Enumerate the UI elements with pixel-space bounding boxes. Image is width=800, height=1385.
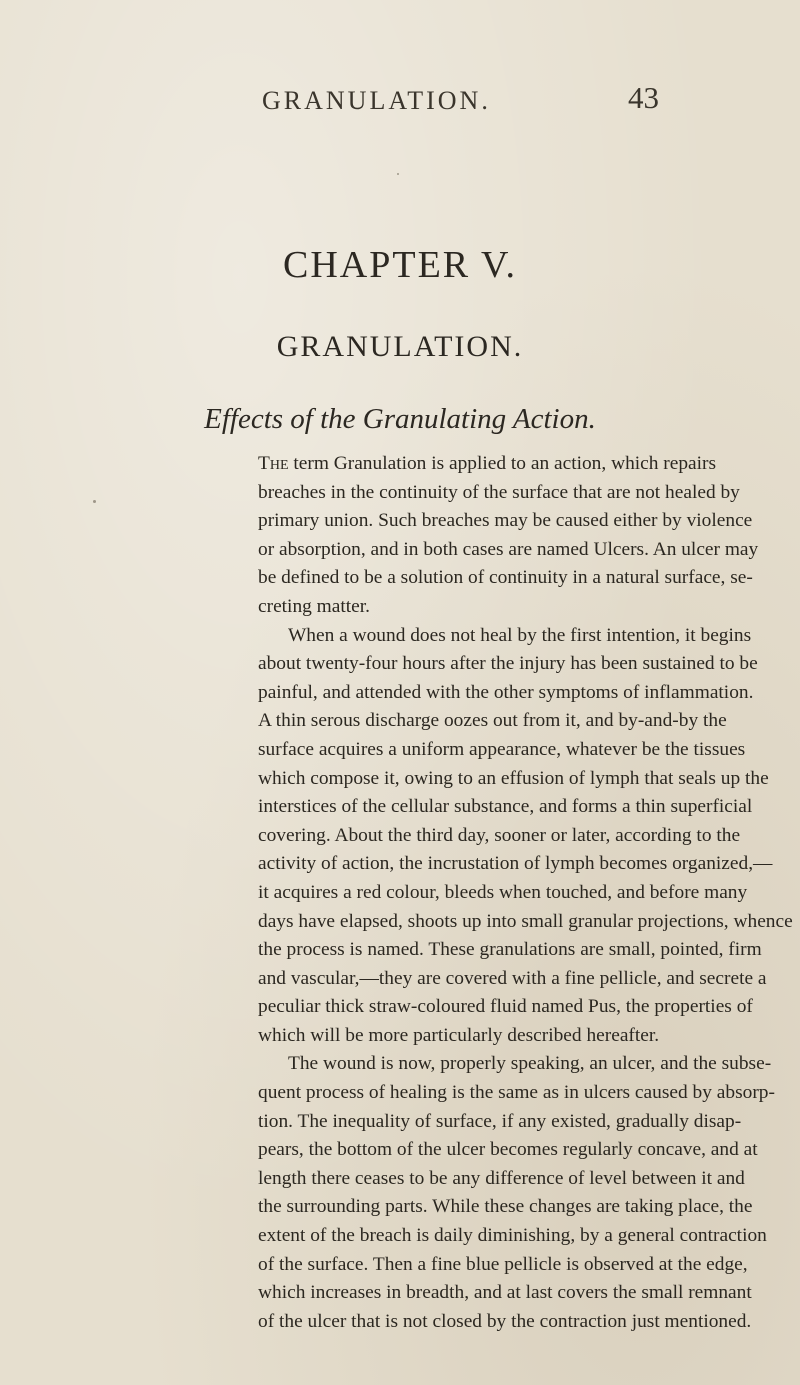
paper-speck (93, 500, 96, 503)
line-text: it acquires a red colour, bleeds when touched, and before many (258, 881, 748, 903)
text-line (258, 1193, 753, 1222)
line-text: creting matter. (258, 595, 370, 617)
text-line (258, 450, 717, 479)
line-text: primary union. Such breaches may be caused either by violence (258, 510, 753, 532)
line-text: painful, and attended with the other symptoms of inflammation. (258, 681, 754, 703)
text-line (258, 908, 793, 937)
line-text: peculiar thick straw-coloured fluid named Pus, the properties of (258, 996, 753, 1018)
line-text: breaches in the continuity of the surface that are not healed by (258, 481, 740, 503)
paragraph (258, 1050, 775, 1336)
line-text: be defined to be a solution of continuity in a natural surface, se- (258, 567, 753, 589)
text-line (258, 822, 741, 851)
running-head (0, 80, 800, 126)
text-line (258, 1022, 710, 1051)
text-line (258, 965, 767, 994)
line-text: covering. About the third day, sooner or later, according to the (258, 824, 741, 846)
text-line (258, 936, 762, 965)
text-line (258, 1251, 748, 1280)
chapter-heading: CHAPTER V. (283, 244, 517, 286)
text-line (258, 1279, 752, 1308)
line-text: tion. The inequality of surface, if any existed, gradually disap- (258, 1110, 742, 1132)
line-text: When a wound does not heal by the first intention, it begins (288, 624, 752, 646)
line-text: or absorption, and in both cases are named Ulcers. An ulcer may (258, 538, 759, 560)
text-line (258, 622, 752, 651)
paragraph (258, 450, 759, 622)
line-text: quent process of healing is the same as in ulcers caused by absorp- (258, 1082, 775, 1104)
text-line (258, 1222, 767, 1251)
line-text: about twenty-four hours after the injury has been sustained to be (258, 653, 758, 675)
line-text: the process is named. These granulations are small, pointed, firm (258, 939, 762, 961)
text-line (258, 850, 773, 879)
section-title: Effects of the Granulating Action. (204, 403, 596, 435)
line-text: term Granulation is applied to an action, which repairs (288, 453, 717, 474)
text-line (258, 879, 748, 908)
line-text: which will be more particularly described hereafter. (258, 1024, 660, 1046)
paragraph (258, 622, 793, 1051)
line-text: days have elapsed, shoots up into small granular projections, whence (258, 910, 793, 932)
page-number: 43 (628, 80, 659, 115)
text-line (258, 679, 754, 708)
line-text: activity of action, the incrustation of lymph becomes organized,— (258, 853, 773, 875)
text-line (258, 1308, 752, 1337)
text-line (258, 536, 759, 565)
running-title: GRANULATION. (262, 86, 491, 115)
text-line (258, 1136, 758, 1165)
line-text: and vascular,—they are covered with a fine pellicle, and secrete a (258, 967, 767, 989)
line-text: the surrounding parts. While these changes are taking place, the (258, 1196, 753, 1218)
text-line (258, 1108, 742, 1137)
text-line (258, 1050, 772, 1079)
text-line (258, 1079, 775, 1108)
line-text: interstices of the cellular substance, and forms a thin superficial (258, 796, 753, 818)
lead-word: The (258, 453, 289, 474)
text-line (258, 593, 710, 622)
text-line (258, 1165, 745, 1194)
chapter-title: GRANULATION. (276, 330, 524, 363)
line-text: length there ceases to be any difference of level between it and (258, 1167, 745, 1189)
text-line (258, 765, 769, 794)
text-line (258, 736, 746, 765)
line-text: which increases in breadth, and at last covers the small remnant (258, 1282, 752, 1304)
line-text: surface acquires a uniform appearance, whatever be the tissues (258, 738, 746, 760)
text-line (258, 650, 758, 679)
line-text: pears, the bottom of the ulcer becomes regularly concave, and at (258, 1139, 758, 1161)
line-text: The wound is now, properly speaking, an ulcer, and the subse- (288, 1053, 772, 1075)
line-text: of the surface. Then a fine blue pellicle is observed at the edge, (258, 1253, 748, 1275)
line-text: of the ulcer that is not closed by the contraction just mentioned. (258, 1310, 752, 1332)
text-line (258, 707, 727, 736)
paper-speck (397, 173, 399, 175)
line-text: extent of the breach is daily diminishing, by a general contraction (258, 1225, 767, 1247)
text-line (258, 993, 753, 1022)
body-text (258, 450, 793, 1336)
text-line (258, 564, 753, 593)
text-line (258, 793, 753, 822)
text-line (258, 479, 740, 508)
line-text: A thin serous discharge oozes out from it, and by-and-by the (258, 710, 727, 732)
text-line (258, 507, 753, 536)
line-text: which compose it, owing to an effusion of lymph that seals up the (258, 767, 769, 789)
